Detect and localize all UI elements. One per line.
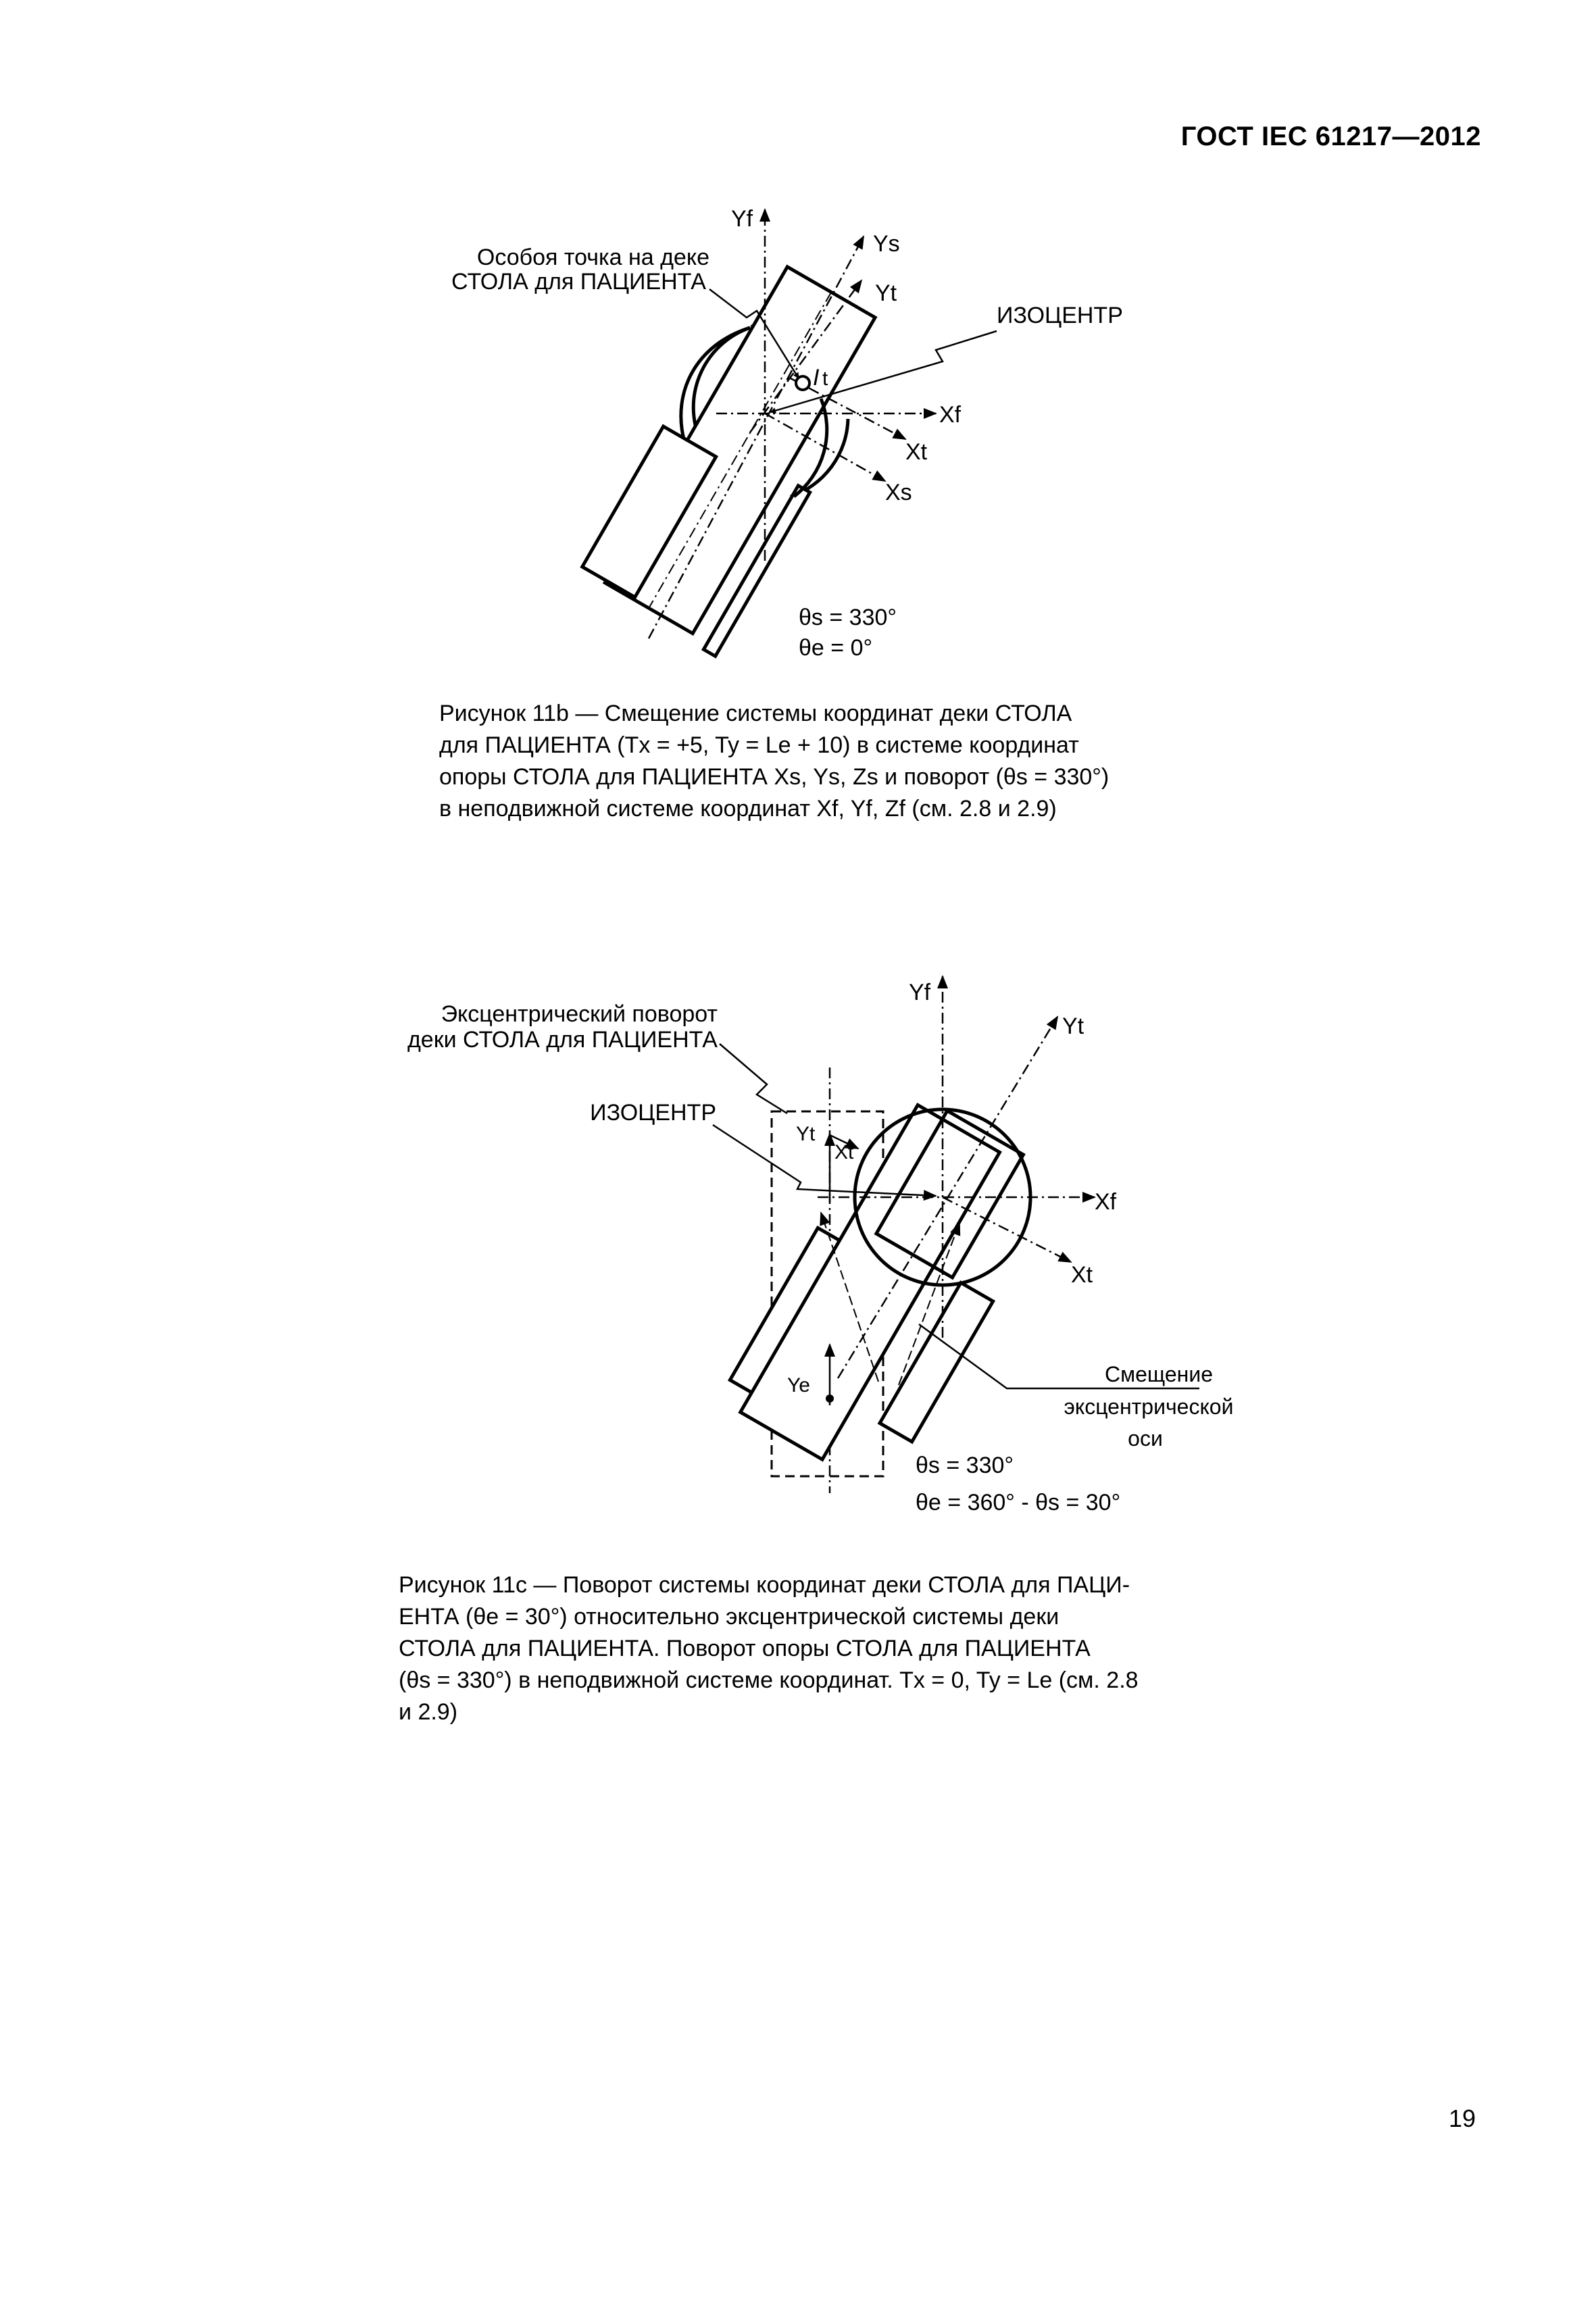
xt-axis-c (943, 1197, 1071, 1262)
label-it-sub: t (822, 368, 828, 390)
label-xt-inner: Xt (834, 1141, 854, 1163)
label-it: I (813, 365, 820, 391)
label-ys: Ys (873, 231, 900, 257)
label-reference-point-1: Особоя точка на деке (476, 245, 709, 270)
label-eccentric-2: деки СТОЛА для ПАЦИЕНТА (407, 1027, 718, 1053)
label-xf: Xf (939, 402, 962, 428)
label-xs: Xs (885, 480, 912, 505)
caption-11c-line: ЕНТА (θe = 30°) относительно эксцентрической системы деки (399, 1604, 1059, 1630)
label-yt-c: Yt (1062, 1013, 1084, 1039)
label-xt-c: Xt (1071, 1262, 1093, 1288)
eccentric-leader (720, 1044, 787, 1113)
label-offset-1: Смещение (1104, 1362, 1214, 1386)
caption-11b-line: для ПАЦИЕНТА (Tx = +5, Ty = Le + 10) в системе координат (439, 732, 1079, 758)
label-yf-c: Yf (909, 980, 931, 1005)
label-isocentre: ИЗОЦЕНТР (997, 303, 1123, 328)
label-theta-s: θs = 330° (799, 605, 897, 630)
label-xt: Xt (905, 439, 928, 465)
caption-11b-line: в неподвижной системе координат Xf, Yf, Zf (см. 2.8 и 2.9) (439, 796, 1057, 822)
label-offset-2: эксцентрической (1064, 1394, 1234, 1419)
label-offset-3: оси (1128, 1426, 1163, 1451)
caption-11b-line: Рисунок 11b — Смещение системы координат деки СТОЛА (439, 701, 1072, 726)
label-theta-e: θe = 0° (799, 635, 873, 661)
caption-11c-line: Рисунок 11c — Поворот системы координат деки СТОЛА для ПАЦИ- (399, 1572, 1130, 1598)
label-xf-c: Xf (1095, 1189, 1117, 1215)
caption-11c-line: (θs = 330°) в неподвижной системе координат. Tx = 0, Ty = Le (см. 2.8 (399, 1667, 1139, 1693)
label-reference-point-2: СТОЛА для ПАЦИЕНТА (451, 269, 706, 295)
eccentric-point (826, 1394, 834, 1403)
caption-11c-line: и 2.9) (399, 1699, 458, 1725)
caption-11c (399, 1569, 1199, 1728)
label-ye: Ye (787, 1374, 810, 1397)
label-isocentre-c: ИЗОЦЕНТР (590, 1100, 716, 1126)
document-header: ГОСТ IEC 61217—2012 (1180, 122, 1481, 151)
caption-11b-line: опоры СТОЛА для ПАЦИЕНТА Xs, Ys, Zs и поворот (θs = 330°) (439, 764, 1109, 790)
label-yt: Yt (875, 280, 897, 306)
label-theta-s-c: θs = 330° (916, 1453, 1014, 1478)
label-yf: Yf (731, 206, 753, 232)
label-theta-e-c: θe = 360° - θs = 30° (916, 1490, 1121, 1515)
page-number: 19 (1448, 2105, 1476, 2132)
caption-11c-line: СТОЛА для ПАЦИЕНТА. Поворот опоры СТОЛА для ПАЦИЕНТА (399, 1636, 1091, 1661)
label-yt-inner: Yt (796, 1123, 816, 1145)
label-eccentric-1: Эксцентрический поворот (441, 1001, 718, 1027)
